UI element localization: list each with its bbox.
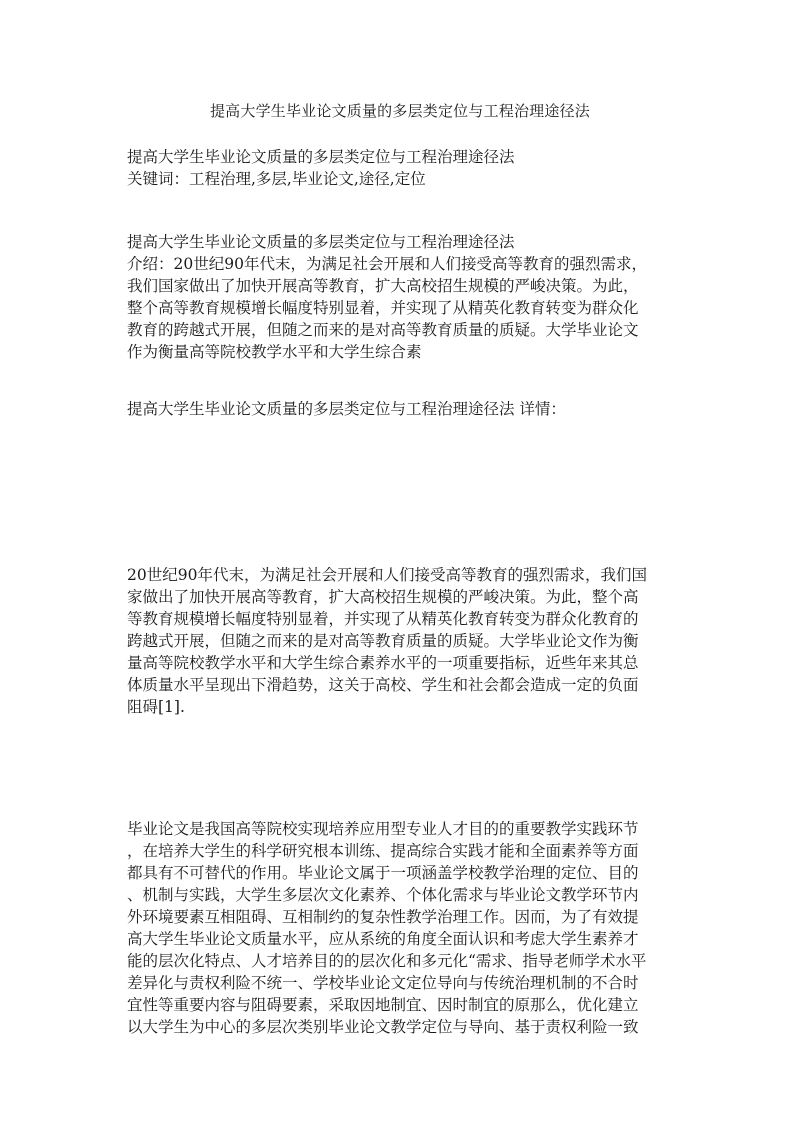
summary-block [127, 146, 667, 190]
paragraph-line: 差异化与责权利险不统一、学校毕业论文定位导向与传统治理机制的不合时 [127, 974, 639, 992]
details-heading: 提高大学生毕业论文质量的多层类定位与工程治理途径法 详情： [127, 400, 566, 418]
paragraph-line: 宜性等重要内容与阻碍要素，采取因地制宜、因时制宜的原那么，优化建立 [127, 996, 639, 1014]
paragraph-line: 量高等院校教学水平和大学生综合素养水平的一项重要指标，近些年来其总 [127, 654, 639, 672]
document-title: 提高大学生毕业论文质量的多层类定位与工程治理途径法 [209, 102, 590, 120]
paragraph-line: 体质量水平呈现出下滑趋势，这关于高校、学生和社会都会造成一定的负面 [127, 676, 639, 694]
summary-heading: 提高大学生毕业论文质量的多层类定位与工程治理途径法 [127, 148, 515, 166]
paragraph-line: 阻碍[1]. [127, 698, 185, 716]
paragraph-line: 高大学生毕业论文质量水平，应从系统的角度全面认识和考虑大学生素养才 [127, 930, 639, 948]
intro-line: 介绍：20世纪90年代末，为满足社会开展和人们接受高等教育的强烈需求， [127, 255, 647, 273]
intro-line: 作为衡量高等院校教学水平和大学生综合素 [127, 343, 422, 361]
details-block [127, 398, 667, 420]
paragraph-line: 等教育规模增长幅度特别显着，并实现了从精英化教育转变为群众化教育的 [127, 610, 639, 628]
paragraph-line: 都具有不可替代的作用。毕业论文属于一项涵盖学校教学治理的定位、目的 [127, 864, 639, 882]
paragraph-line: 跨越式开展，但随之而来的是对高等教育质量的质疑。大学毕业论文作为衡 [127, 632, 639, 650]
paragraph-line: 家做出了加快开展高等教育，扩大高校招生规模的严峻决策。为此，整个高 [127, 588, 639, 606]
paragraph-line: ，在培养大学生的科学研究根本训练、提高综合实践才能和全面素养等方面 [127, 842, 639, 860]
paragraph-line: 能的层次化特点、人才培养目的的层次化和多元化“需求、指导老师学术水平 [127, 952, 647, 970]
intro-block [127, 231, 667, 363]
keywords-line: 关键词：工程治理,多层,毕业论文,途径,定位 [127, 170, 426, 188]
paragraph-line: 以大学生为中心的多层次类别毕业论文教学定位与导向、基于责权利险一致 [127, 1018, 639, 1036]
paragraph-line: 、机制与实践，大学生多层次文化素养、个体化需求与毕业论文教学环节内 [127, 886, 639, 904]
body-paragraph-2 [127, 818, 667, 1038]
body-paragraph-1 [127, 564, 667, 718]
intro-line: 整个高等教育规模增长幅度特别显着，并实现了从精英化教育转变为群众化 [127, 299, 639, 317]
intro-line: 教育的跨越式开展，但随之而来的是对高等教育质量的质疑。大学毕业论文 [127, 321, 639, 339]
intro-line: 我们国家做出了加快开展高等教育，扩大高校招生规模的严峻决策。为此， [127, 277, 639, 295]
paragraph-line: 20世纪90年代末，为满足社会开展和人们接受高等教育的强烈需求，我们国 [127, 566, 647, 584]
paragraph-line: 毕业论文是我国高等院校实现培养应用型专业人才目的的重要教学实践环节 [127, 820, 639, 838]
paragraph-line: 外环境要素互相阻碍、互相制约的复杂性教学治理工作。因而，为了有效提 [127, 908, 639, 926]
intro-heading: 提高大学生毕业论文质量的多层类定位与工程治理途径法 [127, 233, 515, 251]
